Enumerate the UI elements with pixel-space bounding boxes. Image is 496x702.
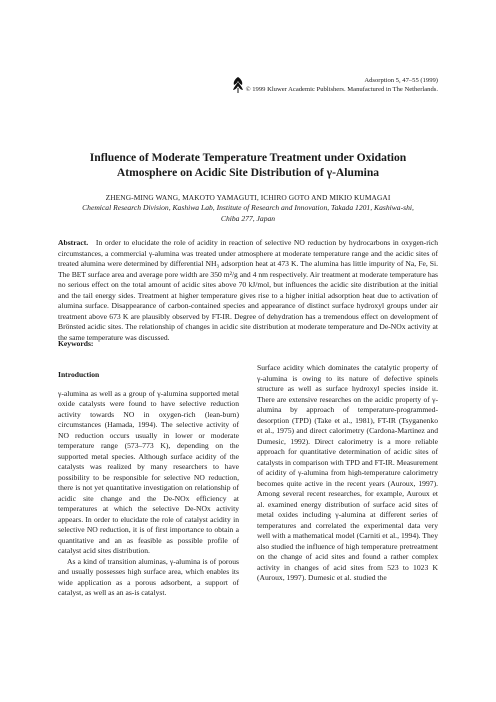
intro-paragraph-2: As a kind of transition aluminas, γ-alumina is of porous and usually possesses high surface area, which enables its wide application as a porous adsorbent, a support of catalyst, as well as an as-is catalyst. — [58, 556, 239, 597]
abstract-label: Abstract. — [58, 238, 89, 247]
journal-citation: Adsorption 5, 47–55 (1999) — [364, 77, 438, 84]
keywords-label: Keywords: — [58, 339, 94, 348]
publisher-logo-icon — [232, 76, 244, 94]
right-column — [257, 363, 438, 584]
title-line-1: Influence of Moderate Temperature Treatment under Oxidation — [89, 151, 407, 164]
abstract — [58, 238, 438, 343]
abstract-text: In order to elucidate the role of acidity in reaction of selective NO reduction by hydrocarbons in oxygen-rich circumstances, a commercial γ-alumina was treated under atmosphere at moderate temperature range and the acidic sites of treated alumina were determined by differential NH₃ adsorption heat at 473 K. The alumina has little impurity of Na, Fe, Si. The BET surface area and average pore width are 350 m²/g and 4 nm respectively. Air treatment at moderate temperature has no serious effect on the total amount of acidic sites above 70 kJ/mol, but influences the acidic site distribution at the initial and the tail energy sides. Treatment at higher temperature gives rise to a higher initial adsorption heat due to activation of alumina surface. Disappearance of carbon-contained species and appearance of distinct surface hydroxyl groups under air treatment above 673 K are plausibly observed by FT-IR. Degree of dehydration has a tremendous effect on development of Brönsted acidic sites. The relationship of changes in acidic site distribution at moderate temperature and De-NOx activity at the same temperature was discussed. — [58, 238, 439, 342]
paper-title — [60, 150, 436, 180]
affiliation-line-1: Chemical Research Division, Kashiwa Lab, Institute of Research and Innovation, Takada 1201, Kashiwa-shi, — [82, 203, 414, 212]
title-line-2: Atmosphere on Acidic Site Distribution of γ-Alumina — [116, 166, 380, 179]
intro-paragraph-1: γ-alumina as well as a group of γ-alumina supported metal oxide catalysts were found to have selective reduction activity towards NO in oxygen-rich (lean-burn) circumstances (Hamada, 1994). The selective activity of NO reduction occurs usually in lower or moderate temperature range (573–773 K), depending on the supported metal species. Although surface acidity of the catalysts was realized by many researchers to have possibility to be responsible for selective NO reduction, there is not yet quantitative investigation on relationship of acidic site change and the De-NOx efficiency at temperatures at which the selective De-NOx activity appears. In order to elucidate the role of catalyst acidity in selective NO reduction, it is of first importance to obtain a quantitative and an as feasible as possible profile of catalyst acid sites distribution. — [58, 388, 239, 555]
intro-paragraph-3: Surface acidity which dominates the catalytic property of γ-alumina is owing to its nature of defective spinels structure as well as surface hydroxyl species inside it. There are extensive researches on the acidic property of γ-alumina by approach of temperature-programmed-desorption (TPD) (Take et al., 1981), FT-IR (Tsyganenko et al., 1975) and direct calorimetry (Cardona-Martinez and Dumesic, 1992). Direct calorimetry is a more reliable approach for quantitative determination of acidic sites of catalysts in comparison with TPD and FT-IR. Measurement of acidity of γ-alumina from high-temperature calorimetry becomes quite active in the recent years (Auroux, 1997). Among several recent researches, for example, Auroux et al. examined energy distribution of surface acid sites of metal oxides including γ-alumina at different series of temperatures and correlated the experimental data very well with a mathematical model (Carniti et al., 1994). They also studied the influence of high temperature pretreatment on the change of acid sites and found a rather complex activity in changes of acid sites from 523 to 1023 K (Auroux, 1997). Dumesic et al. studied the — [257, 363, 438, 582]
affiliation — [58, 203, 438, 224]
affiliation-line-2: Chiba 277, Japan — [220, 213, 276, 223]
journal-copyright: © 1999 Kluwer Academic Publishers. Manufactured in The Netherlands. — [245, 86, 438, 93]
section-heading-introduction: Introduction — [58, 370, 100, 379]
author-list: ZHENG-MING WANG, MAKOTO YAMAGUTI, ICHIRO GOTO AND MIKIO KUMAGAI — [105, 193, 391, 202]
left-column — [58, 370, 239, 599]
keywords — [58, 339, 438, 350]
